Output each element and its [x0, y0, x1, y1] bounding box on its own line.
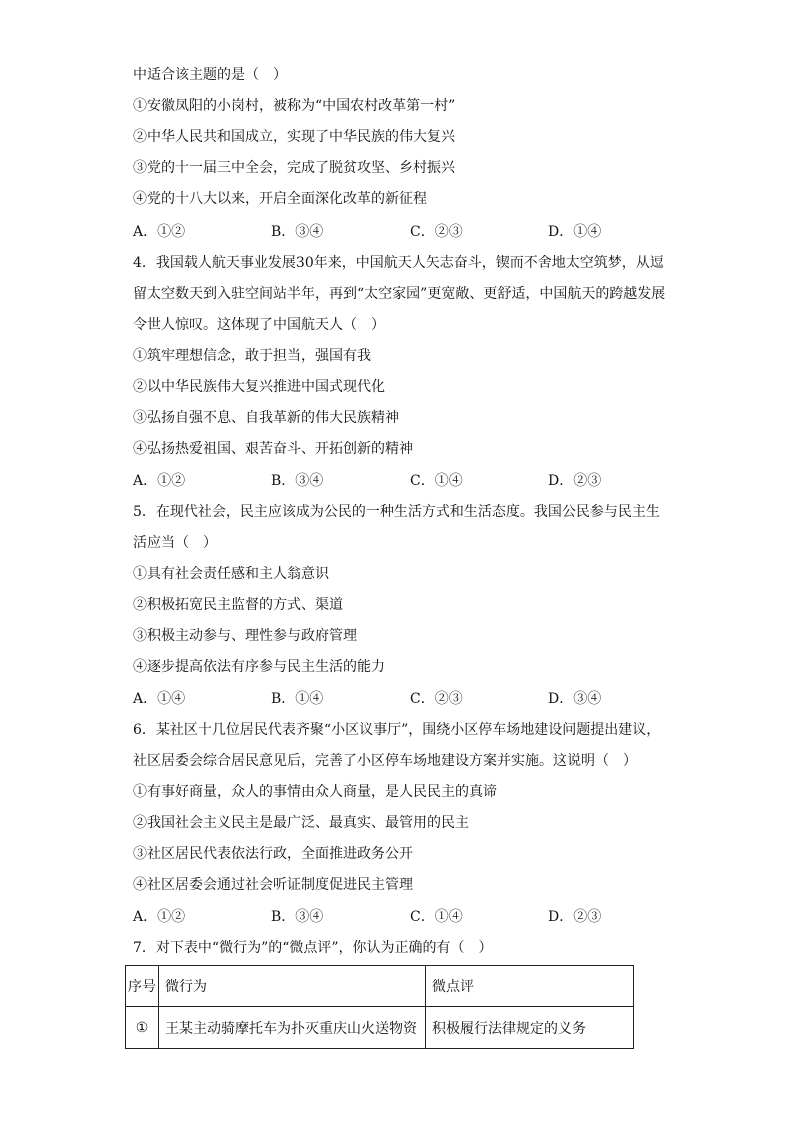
q6-stem-line-1: 6．某社区十几位居民代表齐聚“小区议事厅”，围绕小区停车场地建设问题提出建议， [133, 722, 661, 738]
q6-option-b[interactable]: B．③④ [271, 909, 324, 925]
q4-stem-line-2: 留太空数天到入驻空间站半年，再到“太空家园”更宽敞、更舒适，中国航天的跨越发展 [133, 286, 666, 302]
q4-option-b[interactable]: B．③④ [271, 473, 324, 489]
q6-option-d[interactable]: D．②③ [548, 909, 602, 925]
q3-stem: 中适合该主题的是（ ） [133, 67, 287, 83]
q5-stem-line-2: 活应当（ ） [133, 535, 217, 551]
q5-stem-line-1: 5．在现代社会，民主应该成为公民的一种生活方式和生活态度。我国公民参与民主生 [133, 504, 660, 520]
table-row [126, 1007, 634, 1049]
q5-option-c[interactable]: C．②③ [410, 691, 463, 707]
q7-table [125, 965, 634, 1049]
q3-options [133, 222, 653, 242]
q3-option-d[interactable]: D．①④ [548, 224, 602, 240]
q6-item-3: ③社区居民代表依法行政，全面推进政务公开 [133, 846, 413, 862]
q5-option-d[interactable]: D．③④ [548, 691, 602, 707]
q4-option-a[interactable]: A．①② [133, 473, 186, 489]
q4-item-3: ③弘扬自强不息、自我革新的伟大民族精神 [133, 410, 399, 426]
row-index: ① [126, 1007, 159, 1049]
q3-item-1: ①安徽凤阳的小岗村，被称为“中国农村改革第一村” [133, 98, 456, 114]
table-header-row [126, 966, 634, 1007]
q4-stem-line-1: 4．我国载人航天事业发展30年来，中国航天人矢志奋斗，锲而不舍地太空筑梦，从逗 [133, 255, 664, 271]
q4-item-2: ②以中华民族伟大复兴推进中国式现代化 [133, 379, 385, 395]
q6-item-2: ②我国社会主义民主是最广泛、最真实、最管用的民主 [133, 815, 469, 831]
q3-item-4: ④党的十八大以来，开启全面深化改革的新征程 [133, 191, 427, 207]
header-comment: 微点评 [426, 966, 634, 1007]
q6-stem-line-2: 社区居委会综合居民意见后，完善了小区停车场地建设方案并实施。这说明（ ） [133, 753, 637, 769]
header-behavior: 微行为 [159, 966, 426, 1007]
q3-item-3: ③党的十一届三中全会，完成了脱贫攻坚、乡村振兴 [133, 160, 455, 176]
q7-stem: 7．对下表中“微行为”的“微点评”，你认为正确的有（ ） [133, 940, 493, 956]
q5-options [133, 689, 653, 709]
q6-options [133, 907, 653, 927]
q3-option-c[interactable]: C．②③ [410, 224, 463, 240]
q5-item-4: ④逐步提高依法有序参与民主生活的能力 [133, 659, 385, 675]
q6-option-a[interactable]: A．①② [133, 909, 186, 925]
q3-option-b[interactable]: B．③④ [271, 224, 324, 240]
q6-option-c[interactable]: C．①④ [410, 909, 463, 925]
q6-item-4: ④社区居委会通过社会听证制度促进民主管理 [133, 877, 413, 893]
q5-option-a[interactable]: A．①④ [133, 691, 186, 707]
header-index: 序号 [126, 966, 159, 1007]
q5-item-1: ①具有社会责任感和主人翁意识 [133, 566, 329, 582]
q4-option-c[interactable]: C．①④ [410, 473, 463, 489]
q6-item-1: ①有事好商量，众人的事情由众人商量，是人民民主的真谛 [133, 784, 497, 800]
row-comment: 积极履行法律规定的义务 [426, 1007, 634, 1049]
q5-option-b[interactable]: B．①④ [271, 691, 324, 707]
q3-option-a[interactable]: A．①② [133, 224, 186, 240]
row-behavior: 王某主动骑摩托车为扑灭重庆山火送物资 [159, 1007, 426, 1049]
q4-option-d[interactable]: D．②③ [548, 473, 602, 489]
q4-stem-line-3: 令世人惊叹。这体现了中国航天人（ ） [133, 317, 385, 333]
q4-item-4: ④弘扬热爱祖国、艰苦奋斗、开拓创新的精神 [133, 441, 413, 457]
q5-item-2: ②积极拓宽民主监督的方式、渠道 [133, 597, 343, 613]
q3-item-2: ②中华人民共和国成立，实现了中华民族的伟大复兴 [133, 129, 455, 145]
q5-item-3: ③积极主动参与、理性参与政府管理 [133, 628, 357, 644]
q4-options [133, 471, 653, 491]
q4-item-1: ①筑牢理想信念，敢于担当，强国有我 [133, 348, 371, 364]
